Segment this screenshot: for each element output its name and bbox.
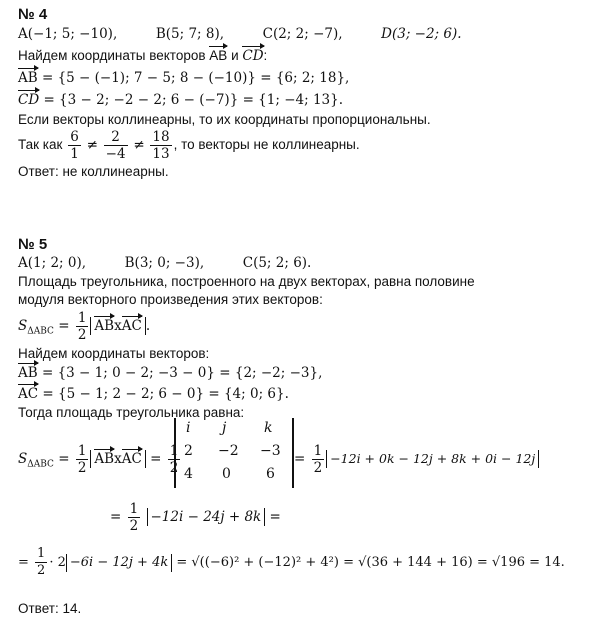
task4-points xyxy=(18,25,462,43)
s-symbol: S xyxy=(18,318,28,334)
half-den: 2 xyxy=(77,460,87,476)
point-d: D(3; −2; 6). xyxy=(381,26,462,42)
step2-abs: −12i − 24j + 8k xyxy=(147,508,266,526)
ab-calc: = {3 − 1; 0 − 2; −3 − 0} = {2; −2; −3}, xyxy=(41,365,323,381)
vector-ab: AB xyxy=(94,451,115,467)
f1-den: 1 xyxy=(70,145,79,162)
m-k: k xyxy=(264,420,273,436)
cross-abs xyxy=(90,317,145,335)
vector-ac: AC xyxy=(121,451,142,467)
point-b: B(3; 0; −3), xyxy=(124,255,205,271)
find-text: Найдем координаты векторов xyxy=(18,48,206,63)
neq-1: ≠ xyxy=(86,137,98,153)
half-num: 1 xyxy=(77,443,87,459)
area-formula xyxy=(18,308,150,350)
m-23: −3 xyxy=(260,443,281,459)
task4-find xyxy=(18,47,267,65)
task4-ab-line xyxy=(18,69,349,87)
s-symbol: S xyxy=(18,451,28,467)
vector-ab: AB xyxy=(18,365,38,381)
vector-ab: AB xyxy=(209,48,228,63)
m-31: 4 xyxy=(184,466,193,482)
ac-calc: = {5 − 1; 2 − 2; 6 − 0} = {4; 0; 6}. xyxy=(42,386,289,402)
expand-line xyxy=(294,441,539,477)
f2-num: 2 xyxy=(104,129,128,146)
m-21: 2 xyxy=(184,443,193,459)
point-a: A(−1; 5; −10), xyxy=(18,26,118,42)
m-j: j xyxy=(222,420,227,436)
cross-abs xyxy=(90,450,145,468)
step3-line xyxy=(18,545,565,581)
task5-answer: Ответ: 14. xyxy=(18,601,82,616)
vector-cd: CD xyxy=(18,92,40,108)
vector-ac: AC xyxy=(18,386,39,402)
point-b: B(5; 7; 8), xyxy=(155,26,225,42)
half-den: 2 xyxy=(313,460,323,476)
half xyxy=(35,546,47,579)
ab-calc: = {5 − (−1); 7 − 5; 8 − (−10)} = {6; 2; 18}, xyxy=(41,70,350,86)
half-num: 1 xyxy=(169,443,179,459)
vector-ab: AB xyxy=(18,70,38,86)
f2-den: −4 xyxy=(105,145,126,162)
half-num: 1 xyxy=(313,443,323,459)
determinant xyxy=(174,418,294,488)
and-word: и xyxy=(231,48,239,63)
area-rule-1: Площадь треугольника, построенного на двух векторах, равна половине xyxy=(18,274,475,289)
m-33: 6 xyxy=(266,466,275,482)
vector-ac: AC xyxy=(121,318,142,334)
times-two: · 2 xyxy=(49,555,66,570)
conclusion: , то векторы не коллинеарны. xyxy=(173,137,360,152)
f3-den: 13 xyxy=(152,145,170,162)
task5-ab-line xyxy=(18,364,322,382)
step3-result: = √((−6)² + (−12)² + 4²) = √(36 + 144 + 16) = √196 = 14. xyxy=(176,555,565,570)
s-sub: ΔABC xyxy=(27,459,54,470)
half-den: 2 xyxy=(169,460,179,476)
fraction-1 xyxy=(68,129,81,162)
collinear-rule: Если векторы коллинеарны, то их координаты пропорциональны. xyxy=(18,112,431,127)
vector-cd: CD xyxy=(242,48,264,64)
m-22: −2 xyxy=(218,443,239,459)
eq: = xyxy=(58,318,70,334)
half-den: 2 xyxy=(129,518,139,534)
point-a: A(1; 2; 0), xyxy=(18,255,87,271)
m-32: 0 xyxy=(222,466,231,482)
dot: . xyxy=(145,318,151,334)
eq: = xyxy=(294,451,306,467)
point-c: C(5; 2; 6). xyxy=(242,255,312,271)
half xyxy=(76,443,89,476)
expand-abs: −12i + 0k − 12j + 8k + 0i − 12j xyxy=(326,450,539,468)
step3-abs: −6i − 12j + 4k xyxy=(66,554,172,572)
cross-x: x xyxy=(114,318,122,334)
f1-num: 6 xyxy=(70,128,79,145)
task4-cd-line xyxy=(18,91,343,109)
fraction-2 xyxy=(104,129,128,162)
eq: = xyxy=(18,555,29,570)
task5-points xyxy=(18,254,311,272)
point-c: C(2; 2; −7), xyxy=(262,26,343,42)
task4-fraction-line xyxy=(18,128,360,162)
f3-num: 18 xyxy=(152,128,170,145)
s-sub: ΔABC xyxy=(27,326,54,337)
eq: = xyxy=(269,509,281,525)
vector-ab: AB xyxy=(94,318,115,334)
task4-answer: Ответ: не коллинеарны. xyxy=(18,164,169,179)
half-den: 2 xyxy=(37,563,46,578)
m-i: i xyxy=(186,420,191,436)
cross-x: x xyxy=(114,451,122,467)
half xyxy=(128,501,141,534)
task5-find: Найдем координаты векторов: xyxy=(18,346,210,361)
since-word: Так как xyxy=(18,137,63,152)
step2-line xyxy=(110,499,281,535)
eq: = xyxy=(58,451,70,467)
half xyxy=(312,443,325,476)
eq: = xyxy=(110,509,122,525)
neq-2: ≠ xyxy=(133,137,145,153)
task4-title: № 4 xyxy=(18,6,48,23)
determinant-line xyxy=(18,441,182,483)
colon: : xyxy=(263,48,268,63)
eq: = xyxy=(150,451,162,467)
cd-calc: = {3 − 2; −2 − 2; 6 − (−7)} = {1; −4; 13}. xyxy=(43,92,343,108)
then-text: Тогда площадь треугольника равна: xyxy=(18,405,245,420)
half-num: 1 xyxy=(129,501,139,517)
task5-title: № 5 xyxy=(18,236,48,253)
fraction-3 xyxy=(150,129,171,162)
half xyxy=(76,310,89,343)
half-num: 1 xyxy=(77,310,87,326)
half-num: 1 xyxy=(37,546,46,561)
half-den: 2 xyxy=(77,327,87,343)
task5-ac-line xyxy=(18,385,289,403)
area-rule-2: модуля векторного произведения этих векторов: xyxy=(18,292,323,307)
